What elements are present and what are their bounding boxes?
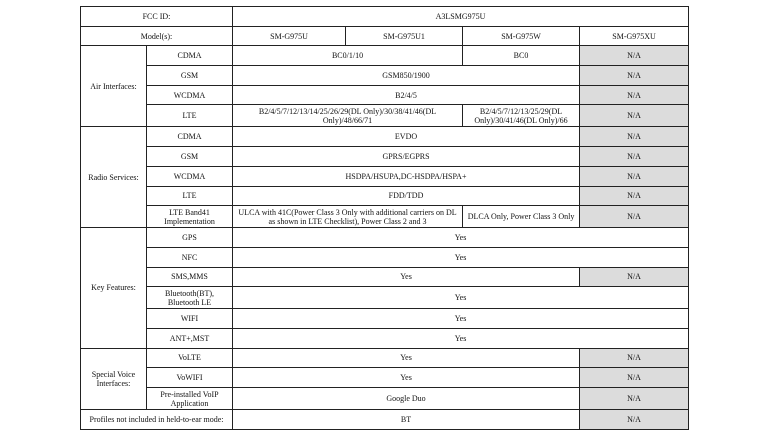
row-key-wifi (81, 309, 689, 329)
air-wcdma-label: WCDMA (147, 85, 233, 105)
na-cell: N/A (580, 166, 689, 186)
na-cell: N/A (580, 46, 689, 66)
radio-band41-label: LTE Band41 Implementation (147, 206, 233, 228)
na-cell: N/A (580, 186, 689, 206)
group-air-interfaces: Air Interfaces: (81, 46, 147, 127)
row-radio-gsm (81, 147, 689, 167)
row-key-gps (81, 228, 689, 248)
key-wifi-value: Yes (233, 309, 689, 329)
key-sms-value: Yes (233, 267, 580, 287)
row-key-bt (81, 287, 689, 309)
row-fcc-id (81, 7, 689, 27)
row-profiles (81, 410, 689, 430)
row-radio-band41 (81, 206, 689, 228)
model-2: SM-G975U1 (346, 26, 463, 46)
row-voice-voip (81, 388, 689, 410)
air-lte-value-a: B2/4/5/7/12/13/14/25/26/29(DL Only)/30/38/41/46(DL Only)/48/66/71 (233, 105, 463, 127)
na-cell: N/A (580, 368, 689, 388)
na-cell: N/A (580, 267, 689, 287)
group-special-voice: Special Voice Interfaces: (81, 348, 147, 409)
air-cdma-value-b: BC0 (463, 46, 580, 66)
row-radio-wcdma (81, 166, 689, 186)
key-ant-label: ANT+,MST (147, 328, 233, 348)
air-gsm-label: GSM (147, 66, 233, 86)
group-key-features: Key Features: (81, 228, 147, 348)
spec-table (80, 6, 689, 430)
radio-gsm-value: GPRS/EGPRS (233, 147, 580, 167)
radio-gsm-label: GSM (147, 147, 233, 167)
voice-voip-value: Google Duo (233, 388, 580, 410)
air-cdma-label: CDMA (147, 46, 233, 66)
na-cell: N/A (580, 105, 689, 127)
profiles-label: Profiles not included in held-to-ear mode: (81, 410, 233, 430)
group-radio-services: Radio Services: (81, 127, 147, 228)
na-cell: N/A (580, 85, 689, 105)
model-3: SM-G975W (463, 26, 580, 46)
key-gps-label: GPS (147, 228, 233, 248)
fcc-spec-table (80, 6, 688, 430)
fcc-id-label: FCC ID: (81, 7, 233, 27)
row-key-ant (81, 328, 689, 348)
voice-vowifi-value: Yes (233, 368, 580, 388)
radio-wcdma-value: HSDPA/HSUPA,DC-HSDPA/HSPA+ (233, 166, 580, 186)
key-bt-label: Bluetooth(BT), Bluetooth LE (147, 287, 233, 309)
key-nfc-label: NFC (147, 247, 233, 267)
air-lte-value-b: B2/4/5/7/12/13/25/29(DL Only)/30/41/46(DL Only)/66 (463, 105, 580, 127)
na-cell: N/A (580, 388, 689, 410)
model-4: SM-G975XU (580, 26, 689, 46)
row-air-lte (81, 105, 689, 127)
radio-lte-label: LTE (147, 186, 233, 206)
voice-vowifi-label: VoWIFI (147, 368, 233, 388)
models-label: Model(s): (81, 26, 233, 46)
air-cdma-value-a: BC0/1/10 (233, 46, 463, 66)
key-ant-value: Yes (233, 328, 689, 348)
row-air-gsm (81, 66, 689, 86)
key-sms-label: SMS,MMS (147, 267, 233, 287)
fcc-id-value: A3LSMG975U (233, 7, 689, 27)
air-gsm-value: GSM850/1900 (233, 66, 580, 86)
model-1: SM-G975U (233, 26, 346, 46)
voice-volte-value: Yes (233, 348, 580, 368)
row-key-sms (81, 267, 689, 287)
row-key-nfc (81, 247, 689, 267)
row-radio-cdma (81, 127, 689, 147)
radio-cdma-label: CDMA (147, 127, 233, 147)
air-wcdma-value: B2/4/5 (233, 85, 580, 105)
air-lte-label: LTE (147, 105, 233, 127)
radio-band41-value-a: ULCA with 41C(Power Class 3 Only with additional carriers on DL as shown in LTE Checklist), Power Class 2 and 3 (233, 206, 463, 228)
profiles-value: BT (233, 410, 580, 430)
na-cell: N/A (580, 206, 689, 228)
na-cell: N/A (580, 66, 689, 86)
na-cell: N/A (580, 410, 689, 430)
key-bt-value: Yes (233, 287, 689, 309)
row-air-wcdma (81, 85, 689, 105)
key-gps-value: Yes (233, 228, 689, 248)
voice-voip-label: Pre-installed VoIP Application (147, 388, 233, 410)
row-models (81, 26, 689, 46)
voice-volte-label: VoLTE (147, 348, 233, 368)
key-wifi-label: WIFI (147, 309, 233, 329)
na-cell: N/A (580, 127, 689, 147)
radio-cdma-value: EVDO (233, 127, 580, 147)
radio-band41-value-b: DLCA Only, Power Class 3 Only (463, 206, 580, 228)
na-cell: N/A (580, 147, 689, 167)
radio-lte-value: FDD/TDD (233, 186, 580, 206)
row-voice-volte (81, 348, 689, 368)
radio-wcdma-label: WCDMA (147, 166, 233, 186)
row-air-cdma (81, 46, 689, 66)
na-cell: N/A (580, 348, 689, 368)
row-voice-vowifi (81, 368, 689, 388)
row-radio-lte (81, 186, 689, 206)
key-nfc-value: Yes (233, 247, 689, 267)
